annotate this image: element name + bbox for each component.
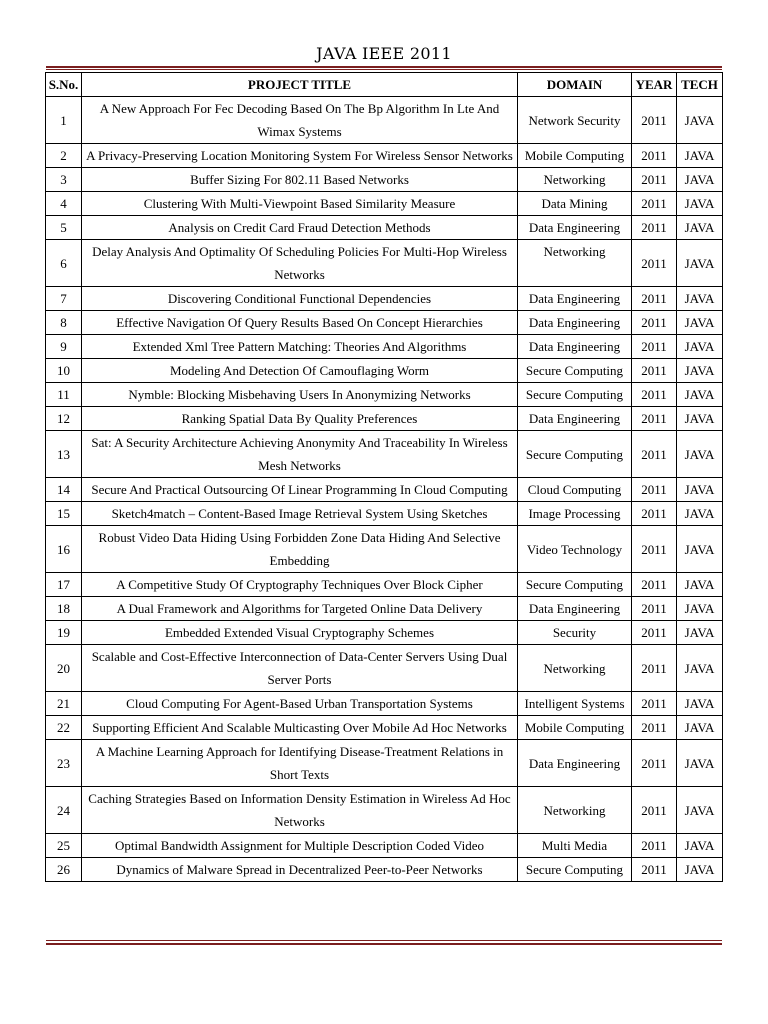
row-tech: JAVA xyxy=(677,597,723,621)
row-domain: Mobile Computing xyxy=(518,716,632,740)
row-sno: 20 xyxy=(46,645,82,692)
table-row xyxy=(46,311,723,335)
row-title: A Privacy-Preserving Location Monitoring System For Wireless Sensor Networks xyxy=(82,144,518,168)
row-title: A Competitive Study Of Cryptography Techniques Over Block Cipher xyxy=(82,573,518,597)
row-year: 2011 xyxy=(632,311,677,335)
row-tech: JAVA xyxy=(677,645,723,692)
row-tech: JAVA xyxy=(677,621,723,645)
row-year: 2011 xyxy=(632,502,677,526)
row-tech: JAVA xyxy=(677,168,723,192)
table-row xyxy=(46,383,723,407)
table-row xyxy=(46,645,723,692)
row-sno: 26 xyxy=(46,858,82,882)
row-domain: Secure Computing xyxy=(518,383,632,407)
row-title: Dynamics of Malware Spread in Decentralized Peer-to-Peer Networks xyxy=(82,858,518,882)
row-title: Secure And Practical Outsourcing Of Linear Programming In Cloud Computing xyxy=(82,478,518,502)
row-year: 2011 xyxy=(632,240,677,287)
row-year: 2011 xyxy=(632,787,677,834)
row-title: Buffer Sizing For 802.11 Based Networks xyxy=(82,168,518,192)
row-sno: 21 xyxy=(46,692,82,716)
row-title: Clustering With Multi-Viewpoint Based Similarity Measure xyxy=(82,192,518,216)
row-year: 2011 xyxy=(632,192,677,216)
col-header-sno: S.No. xyxy=(46,73,82,97)
row-title: A Dual Framework and Algorithms for Targeted Online Data Delivery xyxy=(82,597,518,621)
row-sno: 24 xyxy=(46,787,82,834)
row-sno: 8 xyxy=(46,311,82,335)
row-year: 2011 xyxy=(632,335,677,359)
row-sno: 23 xyxy=(46,740,82,787)
row-sno: 3 xyxy=(46,168,82,192)
row-year: 2011 xyxy=(632,716,677,740)
row-domain: Secure Computing xyxy=(518,431,632,478)
row-title: Discovering Conditional Functional Dependencies xyxy=(82,287,518,311)
row-domain: Image Processing xyxy=(518,502,632,526)
row-domain: Data Engineering xyxy=(518,740,632,787)
row-sno: 14 xyxy=(46,478,82,502)
row-year: 2011 xyxy=(632,431,677,478)
row-domain: Networking xyxy=(518,787,632,834)
row-year: 2011 xyxy=(632,834,677,858)
row-tech: JAVA xyxy=(677,692,723,716)
col-header-tech: TECH xyxy=(677,73,723,97)
row-title: Ranking Spatial Data By Quality Preferences xyxy=(82,407,518,431)
row-year: 2011 xyxy=(632,597,677,621)
table-row xyxy=(46,573,723,597)
row-domain: Multi Media xyxy=(518,834,632,858)
row-title: A New Approach For Fec Decoding Based On The Bp Algorithm In Lte And Wimax Systems xyxy=(82,97,518,144)
row-year: 2011 xyxy=(632,97,677,144)
row-tech: JAVA xyxy=(677,383,723,407)
row-title: Embedded Extended Visual Cryptography Schemes xyxy=(82,621,518,645)
row-tech: JAVA xyxy=(677,787,723,834)
col-header-domain: DOMAIN xyxy=(518,73,632,97)
projects-table xyxy=(45,72,723,882)
row-domain: Mobile Computing xyxy=(518,144,632,168)
table-row xyxy=(46,621,723,645)
row-tech: JAVA xyxy=(677,407,723,431)
row-year: 2011 xyxy=(632,478,677,502)
top-rule-thin xyxy=(46,69,722,70)
row-year: 2011 xyxy=(632,692,677,716)
row-year: 2011 xyxy=(632,144,677,168)
row-title: Sat: A Security Architecture Achieving Anonymity And Traceability In Wireless Mesh Networks xyxy=(82,431,518,478)
bottom-rule-thin xyxy=(46,940,722,941)
row-sno: 9 xyxy=(46,335,82,359)
row-domain: Secure Computing xyxy=(518,858,632,882)
row-sno: 13 xyxy=(46,431,82,478)
table-row xyxy=(46,740,723,787)
row-title: Nymble: Blocking Misbehaving Users In Anonymizing Networks xyxy=(82,383,518,407)
table-row xyxy=(46,407,723,431)
table-row xyxy=(46,144,723,168)
row-tech: JAVA xyxy=(677,502,723,526)
row-sno: 2 xyxy=(46,144,82,168)
table-row xyxy=(46,597,723,621)
row-domain: Data Engineering xyxy=(518,407,632,431)
row-sno: 5 xyxy=(46,216,82,240)
table-row xyxy=(46,287,723,311)
table-row xyxy=(46,359,723,383)
row-year: 2011 xyxy=(632,168,677,192)
row-tech: JAVA xyxy=(677,716,723,740)
row-tech: JAVA xyxy=(677,573,723,597)
row-title: Extended Xml Tree Pattern Matching: Theories And Algorithms xyxy=(82,335,518,359)
row-sno: 4 xyxy=(46,192,82,216)
col-header-title: PROJECT TITLE xyxy=(82,73,518,97)
row-sno: 6 xyxy=(46,240,82,287)
row-sno: 10 xyxy=(46,359,82,383)
bottom-rule-thick xyxy=(46,943,722,945)
row-tech: JAVA xyxy=(677,240,723,287)
row-title: Effective Navigation Of Query Results Based On Concept Hierarchies xyxy=(82,311,518,335)
row-year: 2011 xyxy=(632,526,677,573)
row-domain: Data Engineering xyxy=(518,311,632,335)
row-domain: Cloud Computing xyxy=(518,478,632,502)
row-title: Modeling And Detection Of Camouflaging Worm xyxy=(82,359,518,383)
table-row xyxy=(46,692,723,716)
col-header-year: YEAR xyxy=(632,73,677,97)
row-sno: 19 xyxy=(46,621,82,645)
row-sno: 11 xyxy=(46,383,82,407)
row-year: 2011 xyxy=(632,216,677,240)
row-title: Delay Analysis And Optimality Of Scheduling Policies For Multi-Hop Wireless Networks xyxy=(82,240,518,287)
row-title: Caching Strategies Based on Information Density Estimation in Wireless Ad Hoc Networks xyxy=(82,787,518,834)
table-body xyxy=(46,97,723,882)
row-title: Cloud Computing For Agent-Based Urban Transportation Systems xyxy=(82,692,518,716)
row-year: 2011 xyxy=(632,287,677,311)
row-title: Sketch4match – Content-Based Image Retrieval System Using Sketches xyxy=(82,502,518,526)
row-domain: Networking xyxy=(518,168,632,192)
row-tech: JAVA xyxy=(677,740,723,787)
row-tech: JAVA xyxy=(677,431,723,478)
row-title: Robust Video Data Hiding Using Forbidden Zone Data Hiding And Selective Embedding xyxy=(82,526,518,573)
row-tech: JAVA xyxy=(677,858,723,882)
row-year: 2011 xyxy=(632,645,677,692)
row-title: Supporting Efficient And Scalable Multicasting Over Mobile Ad Hoc Networks xyxy=(82,716,518,740)
row-domain: Security xyxy=(518,621,632,645)
row-year: 2011 xyxy=(632,383,677,407)
row-year: 2011 xyxy=(632,407,677,431)
row-domain: Data Engineering xyxy=(518,287,632,311)
row-year: 2011 xyxy=(632,858,677,882)
row-title: A Machine Learning Approach for Identifying Disease-Treatment Relations in Short Texts xyxy=(82,740,518,787)
row-tech: JAVA xyxy=(677,192,723,216)
row-domain: Secure Computing xyxy=(518,573,632,597)
table-row xyxy=(46,216,723,240)
row-year: 2011 xyxy=(632,359,677,383)
table-row xyxy=(46,97,723,144)
table-row xyxy=(46,502,723,526)
table-row xyxy=(46,478,723,502)
row-sno: 1 xyxy=(46,97,82,144)
row-domain: Intelligent Systems xyxy=(518,692,632,716)
row-domain: Data Engineering xyxy=(518,216,632,240)
row-sno: 15 xyxy=(46,502,82,526)
row-title: Scalable and Cost-Effective Interconnection of Data-Center Servers Using Dual Server Ports xyxy=(82,645,518,692)
row-title: Analysis on Credit Card Fraud Detection Methods xyxy=(82,216,518,240)
table-row xyxy=(46,858,723,882)
row-sno: 17 xyxy=(46,573,82,597)
top-rule-thick xyxy=(46,66,722,68)
row-domain: Networking xyxy=(518,645,632,692)
row-tech: JAVA xyxy=(677,359,723,383)
row-domain: Data Mining xyxy=(518,192,632,216)
row-domain: Network Security xyxy=(518,97,632,144)
table-row xyxy=(46,168,723,192)
row-sno: 12 xyxy=(46,407,82,431)
table-row xyxy=(46,834,723,858)
row-domain: Secure Computing xyxy=(518,359,632,383)
row-tech: JAVA xyxy=(677,144,723,168)
row-sno: 22 xyxy=(46,716,82,740)
table-header-row xyxy=(46,73,723,97)
table-row xyxy=(46,335,723,359)
table-row xyxy=(46,526,723,573)
row-tech: JAVA xyxy=(677,526,723,573)
table-row xyxy=(46,192,723,216)
table-row xyxy=(46,787,723,834)
row-sno: 18 xyxy=(46,597,82,621)
row-sno: 16 xyxy=(46,526,82,573)
table-row xyxy=(46,431,723,478)
row-sno: 7 xyxy=(46,287,82,311)
row-year: 2011 xyxy=(632,621,677,645)
row-domain: Data Engineering xyxy=(518,597,632,621)
row-title: Optimal Bandwidth Assignment for Multiple Description Coded Video xyxy=(82,834,518,858)
row-domain: Networking xyxy=(518,240,632,287)
page-title: JAVA IEEE 2011 xyxy=(316,44,452,63)
row-tech: JAVA xyxy=(677,216,723,240)
row-domain: Video Technology xyxy=(518,526,632,573)
row-tech: JAVA xyxy=(677,834,723,858)
row-year: 2011 xyxy=(632,573,677,597)
row-tech: JAVA xyxy=(677,287,723,311)
row-tech: JAVA xyxy=(677,97,723,144)
row-tech: JAVA xyxy=(677,311,723,335)
row-year: 2011 xyxy=(632,740,677,787)
row-tech: JAVA xyxy=(677,478,723,502)
row-domain: Data Engineering xyxy=(518,335,632,359)
row-sno: 25 xyxy=(46,834,82,858)
row-tech: JAVA xyxy=(677,335,723,359)
table-row xyxy=(46,716,723,740)
table-row xyxy=(46,240,723,287)
